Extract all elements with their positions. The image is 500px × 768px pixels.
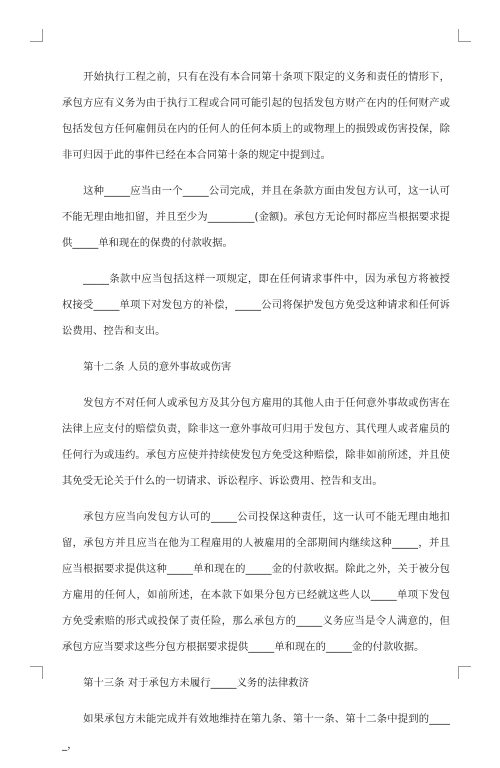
crop-mark-bottom-right — [458, 666, 471, 679]
article-12-heading: 第十二条 人员的意外事故或伤害 — [83, 361, 232, 373]
paragraph-insurance-obligation: 开始执行工程之前，只有在没有本合同第十条项下限定的义务和责任的情形下，承包方应有义务为由于执行工程或合同可能引起的包括发包方财产在内的任何财产或包括发包方任何雇佣员在内的任何人的任何本质上的或物理上的损毁或伤害投保，除非可归因于此的事件已经在本合同第十条的规定中提到过。 — [62, 71, 450, 161]
paragraph-remedy: 如果承包方未能完成并有效地维持在第九条、第十一条、第十二条中提到的_____， — [62, 713, 450, 751]
paragraph-insurance-company: 这种_____应当由一个_____公司完成，并且在条款方面由发包方认可，这一认可不能无理由地扣留，并且至少为_________(金额)。承包方无论何时都应当根据要求提供_____单和现在的保费的付款收据。 — [62, 185, 450, 249]
paragraph-clause-provision: _____条款中应当包括这样一项规定，即在任何请求事件中，因为承包方将被授权接受_____单项下对发包方的补偿，_____公司将保护发包方免受这种请求和任何诉讼费用、控告和支出。 — [62, 273, 450, 337]
crop-mark-bottom-left — [30, 666, 43, 679]
document-body — [62, 64, 450, 768]
paragraph-liability-insurance: 承包方应当向发包方认可的_____公司投保这种责任，这一认可不能无理由地扣留，承包方并且应当在他为工程雇用的人被雇用的全部期间内继续这种_____，并且应当根据要求提供这种_____单和现在的_____金的付款收据。除此之外，关于被分包方雇用的任何人，如前所述，在本款下如果分包方已经就这些人以_____单项下发包方免受索赔的形式或投保了责任险，那么承包方的_____义务应当是令人满意的，但承包方应当要求这些分包方根据要求提供_____单和现在的_____金的付款收据。 — [62, 511, 450, 653]
crop-mark-top-right — [458, 29, 471, 42]
paragraph-accident-liability: 发包方不对任何人或承包方及其分包方雇用的其他人由于任何意外事故或伤害在法律上应支付的赔偿负责，除非这一意外事故可归用于发包方、其代理人或者雇员的任何行为或违约。承包方应使并持续使发包方免受这种赔偿，除非如前所述，并且使其免受无论关于什么的一切请求、诉讼程序、诉讼费用、控告和支出。 — [62, 397, 450, 487]
article-13-heading: 第十三条 对于承包方未履行_____义务的法律救济 — [83, 677, 310, 689]
crop-mark-top-left — [30, 29, 43, 42]
